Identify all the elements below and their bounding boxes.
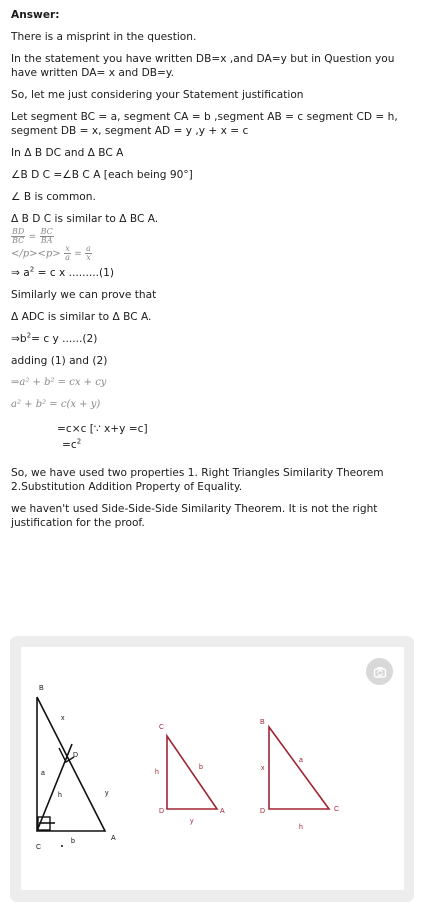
label-b-small: b <box>71 838 75 845</box>
dot-mark <box>61 845 63 847</box>
main-triangle <box>37 697 105 831</box>
red-triangle-2 <box>269 727 329 809</box>
label-d: D <box>260 808 266 815</box>
result-2: $\Rightarrow b^2= c$ y ......(2) <box>11 331 98 345</box>
label-a-vertex: A <box>111 835 116 842</box>
label-h: h <box>58 792 62 799</box>
figure-image <box>21 647 404 890</box>
fraction: $\frac{BD}{BC}$ <box>12 227 25 245</box>
label-c: C <box>159 724 165 731</box>
equation-line: $=c^2$ <box>62 437 82 451</box>
label-c: C <box>36 844 42 851</box>
answer-line: ∠ B is common. <box>11 191 96 203</box>
ratio-equation: $\frac{BD}{BC}$ = $\frac{BC}{BA}$ <box>12 227 53 245</box>
answer-line: Let segment BC = a, segment CA = b ,segment AB = c segment CD = h, segment DB = x, segment AD = y ,y + x = c <box>11 111 398 137</box>
answer-line: There is a misprint in the question. <box>11 31 197 43</box>
label-b: B <box>39 685 44 692</box>
label-d: D <box>73 752 79 759</box>
label-x: x <box>261 765 265 772</box>
answer-line: In the statement you have written DB=x ,and DA=y but in Question you have written DA= x and DB=y. <box>11 53 395 79</box>
label-a: a <box>41 770 45 777</box>
answer-block <box>11 0 421 538</box>
label-h: h <box>299 824 303 831</box>
label-a: A <box>220 808 225 815</box>
label-d: D <box>159 808 165 815</box>
answer-line: In Δ B DC and Δ BC A <box>11 147 124 159</box>
triangles-figure <box>21 647 404 890</box>
math-line: a² + b² = c(x + y) <box>11 399 101 410</box>
label-y: y <box>190 818 194 825</box>
answer-line: Δ B D C is similar to Δ BC A. <box>11 213 159 225</box>
label-a: a <box>299 757 303 764</box>
answer-line: ∠B D C =∠B C A [each being 90°] <box>11 169 193 181</box>
answer-line: we haven't used Side-Side-Side Similarity Theorem. It is not the right justification for the proof. <box>11 503 378 529</box>
camera-refresh-icon[interactable] <box>366 658 393 685</box>
figure-card <box>10 636 414 902</box>
broken-markup-line: </p><p> $\frac{x}{a}$ = $\frac{a}{x}$ <box>11 244 91 262</box>
label-x: x <box>61 715 65 722</box>
fraction: $\frac{BC}{BA}$ <box>40 227 53 245</box>
result-1: ⇒ $a^2 = c$ x .........(1) <box>11 265 114 279</box>
equation-line: =c×c [∵ x+y =c] <box>57 423 148 435</box>
answer-line: So, we have used two properties 1. Right Triangles Similarity Theorem 2.Substitution Addition Property of Equality. <box>11 467 384 493</box>
answer-line: Δ ADC is similar to Δ BC A. <box>11 311 152 323</box>
label-b: B <box>260 719 265 726</box>
answer-heading: Answer: <box>11 9 60 21</box>
answer-line: So, let me just considering your Statement justification <box>11 89 304 101</box>
label-b: b <box>199 764 203 771</box>
label-y: y <box>105 790 109 797</box>
label-c: C <box>334 806 340 813</box>
answer-line: Similarly we can prove that <box>11 289 157 301</box>
label-h: h <box>155 769 159 776</box>
answer-line: adding (1) and (2) <box>11 355 108 367</box>
red-triangle-1 <box>167 736 217 809</box>
math-line: ⇒a² + b² = cx + cy <box>11 377 107 388</box>
